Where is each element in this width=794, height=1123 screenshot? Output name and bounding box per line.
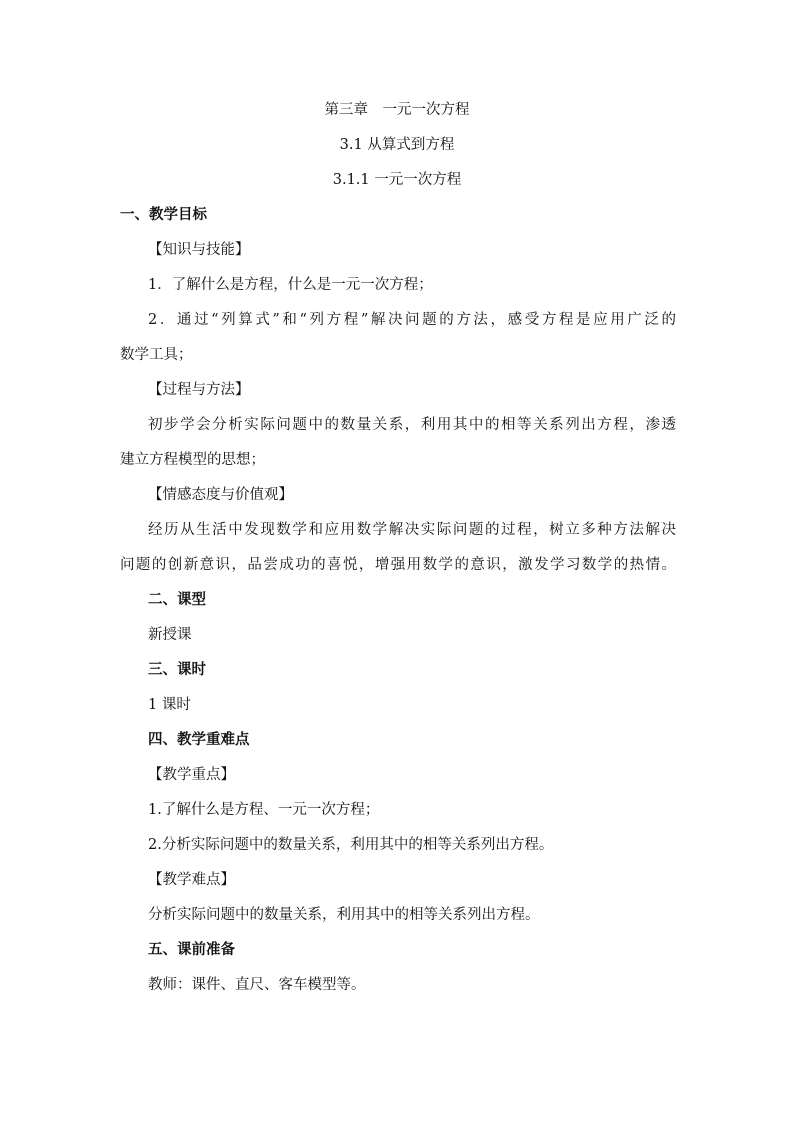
label-knowledge-skills: 【知识与技能】 [148,242,250,258]
key-point-1: 1.了解什么是方程、一元一次方程； [148,802,380,818]
teacher-preparation: 教师：课件、直尺、客车模型等。 [148,977,366,993]
subsection-title: 3.1.1 一元一次方程 [332,172,462,188]
key-point-2: 2.分析实际问题中的数量关系，利用其中的相等关系列出方程。 [148,837,554,853]
heading-class-periods: 三、课时 [148,661,206,678]
heading-key-difficult-points: 四、教学重难点 [148,731,250,748]
knowledge-item-2-line2: 数学工具； [120,347,193,363]
class-periods-value: 1 课时 [148,697,191,713]
chapter-title: 第三章 一元一次方程 [324,102,470,118]
label-difficult-points: 【教学难点】 [148,872,235,888]
heading-course-type: 二、课型 [148,591,206,608]
difficult-point-1: 分析实际问题中的数量关系，利用其中的相等关系列出方程。 [148,907,540,923]
section-title: 3.1 从算式到方程 [339,137,455,153]
course-type-value: 新授课 [148,627,192,643]
heading-pre-class-preparation: 五、课前准备 [148,941,235,958]
process-paragraph-line1: 初步学会分析实际问题中的数量关系，利用其中的相等关系列出方程，渗透 [148,417,676,433]
emotion-paragraph-line1: 经历从生活中发现数学和应用数学解决实际问题的过程，树立多种方法解决 [148,522,676,538]
knowledge-item-2-line1: 2．通过“列算式”和“列方程”解决问题的方法，感受方程是应用广泛的 [148,312,676,328]
label-emotion-values: 【情感态度与价值观】 [148,487,293,503]
process-paragraph-line2: 建立方程模型的思想； [120,452,265,468]
label-key-points: 【教学重点】 [148,767,235,783]
knowledge-item-1: 1．了解什么是方程，什么是一元一次方程； [148,277,433,293]
heading-teaching-objectives: 一、教学目标 [120,206,207,223]
emotion-paragraph-line2: 问题的创新意识，品尝成功的喜悦，增强用数学的意识，激发学习数学的热情。 [120,557,676,573]
label-process-method: 【过程与方法】 [148,382,250,398]
